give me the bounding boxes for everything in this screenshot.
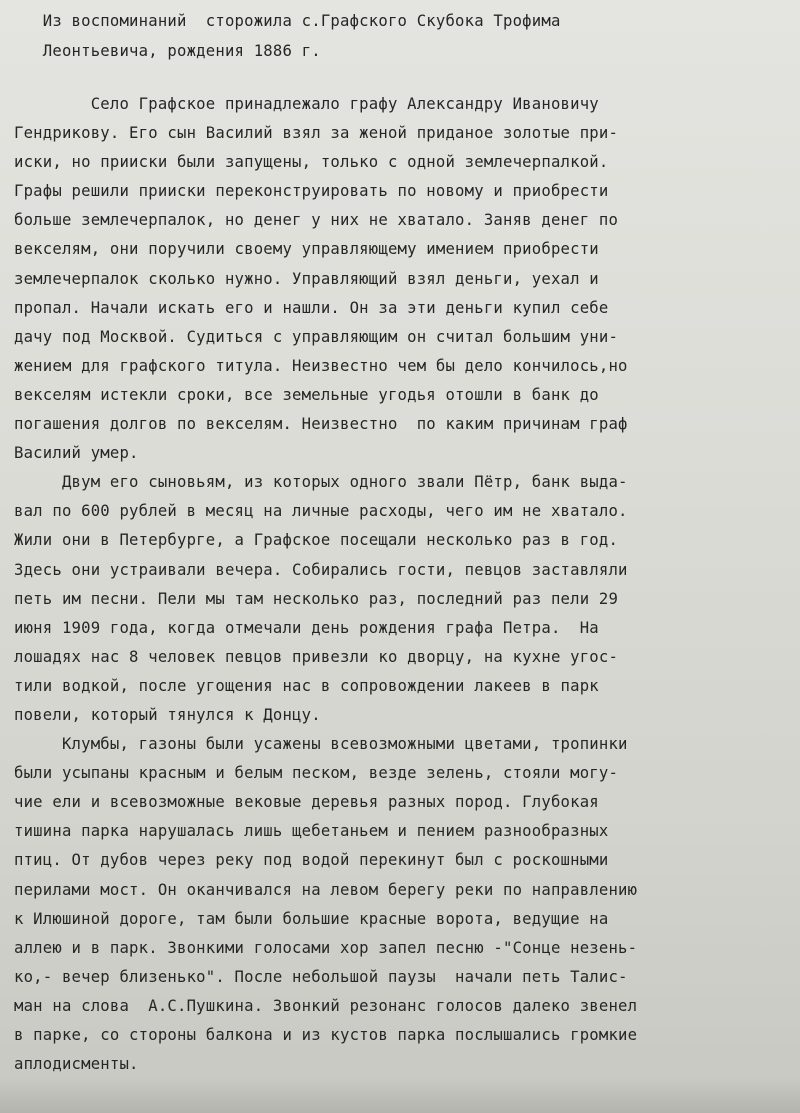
- heading-line: Из воспоминаний сторожила с.Графского Скубока Трофима: [14, 12, 561, 30]
- text-line: тили водкой, после угощения нас в сопровождении лакеев в парк: [14, 676, 599, 695]
- text-line: Гендрикову. Его сын Василий взял за женой приданое золотые при-: [14, 124, 619, 143]
- text-line: были усыпаны красным и белым песком, везде зелень, стояли могу-: [14, 764, 619, 783]
- text-line: петь им песни. Пели мы там несколько раз, последний раз пели 29: [14, 589, 619, 608]
- text-line: Клумбы, газоны были усажены всевозможными цветами, тропинки: [14, 735, 628, 754]
- text-line: лошадях нас 8 человек певцов привезли ко дворцу, на кухне угос-: [14, 647, 619, 666]
- text-line: жением для графского титула. Неизвестно чем бы дело кончилось,но: [14, 356, 628, 375]
- text-line: в парке, со стороны балкона и из кустов парка послышались громкие: [14, 1026, 638, 1044]
- text-line: июня 1909 года, когда отмечали день рождения графа Петра. На: [14, 618, 599, 637]
- text-line: векселям истекли сроки, все земельные угодья отошли в банк до: [14, 385, 599, 404]
- text-line: ман на слова А.С.Пушкина. Звонкий резонанс голосов далеко звенел: [14, 996, 638, 1015]
- text-line: больше землечерпалок, но денег у них не хватало. Заняв денег по: [14, 211, 619, 230]
- document-body: [14, 90, 794, 1079]
- heading-line: Леонтьевича, рождения 1886 г.: [14, 42, 321, 60]
- text-line: чие ели и всевозможные вековые деревья разных пород. Глубокая: [14, 793, 599, 812]
- text-line: перилами мост. Он оканчивался на левом берегу реки по направлению: [14, 880, 638, 899]
- text-line: к Илюшиной дороге, там были большие красные ворота, ведущие на: [14, 909, 609, 928]
- text-line: аплодисменты.: [14, 1055, 139, 1074]
- text-line: Василий умер.: [14, 444, 139, 463]
- text-line: Графы решили прииски переконструировать по новому и приобрести: [14, 182, 609, 201]
- text-line: ко,- вечер близенько". После небольшой паузы начали петь Талис-: [14, 967, 628, 986]
- text-line: Жили они в Петербурге, а Графское посещали несколько раз в год.: [14, 531, 619, 550]
- text-line: землечерпалок сколько нужно. Управляющий взял деньги, уехал и: [14, 269, 599, 288]
- text-line: векселям, они поручили своему управляющему имением приобрести: [14, 240, 599, 259]
- text-line: Село Графское принадлежало графу Александру Ивановичу: [14, 95, 599, 113]
- page-shadow: [0, 1078, 800, 1113]
- text-line: иски, но прииски были запущены, только с одной землечерпалкой.: [14, 153, 609, 172]
- text-line: погашения долгов по векселям. Неизвестно по каким причинам граф: [14, 415, 628, 434]
- text-line: тишина парка нарушалась лишь щебетаньем и пением разнообразных: [14, 822, 609, 841]
- document-heading: [14, 6, 794, 66]
- text-line: повели, который тянулся к Донцу.: [14, 705, 321, 724]
- text-line: дачу под Москвой. Судиться с управляющим он считал большим уни-: [14, 327, 619, 346]
- text-line: Здесь они устраивали вечера. Собирались гости, певцов заставляли: [14, 560, 628, 579]
- text-line: пропал. Начали искать его и нашли. Он за эти деньги купил себе: [14, 298, 609, 317]
- text-line: аллею и в парк. Звонкими голосами хор запел песню -"Сонце незень-: [14, 938, 638, 957]
- text-line: птиц. От дубов через реку под водой перекинут был с роскошными: [14, 851, 609, 870]
- text-line: вал по 600 рублей в месяц на личные расходы, чего им не хватало.: [14, 502, 628, 521]
- text-line: Двум его сыновьям, из которых одного звали Пётр, банк выда-: [14, 473, 628, 492]
